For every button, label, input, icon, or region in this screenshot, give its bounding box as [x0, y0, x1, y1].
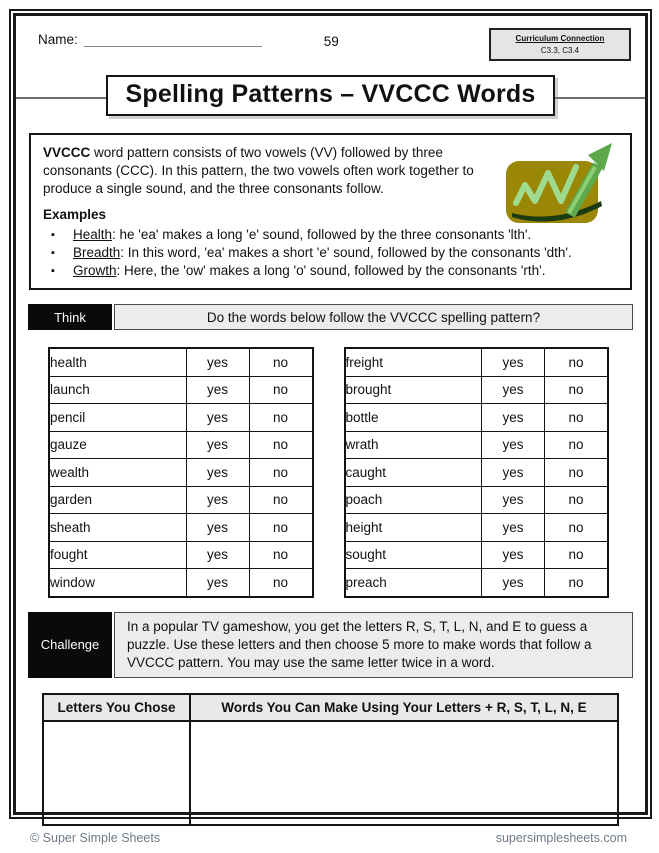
word-row — [49, 541, 313, 569]
intro-body-text: word pattern consists of two vowels (VV) followed by three consonants (CCC). In this pattern, the two vowels often work together to produce a single sound, and the three consonants follow. — [43, 145, 474, 197]
no-option[interactable]: no — [545, 486, 609, 514]
word-row — [345, 514, 609, 542]
word-row — [49, 514, 313, 542]
yes-option[interactable]: yes — [482, 569, 545, 597]
yes-option[interactable]: yes — [482, 348, 545, 376]
word-row — [49, 459, 313, 487]
no-option[interactable]: no — [545, 514, 609, 542]
no-option[interactable]: no — [545, 569, 609, 597]
word-cell: sheath — [49, 514, 186, 542]
example-word: Growth — [73, 263, 117, 279]
examples-list — [43, 226, 618, 280]
word-cell: wealth — [49, 459, 186, 487]
name-blank-line[interactable] — [84, 32, 262, 47]
word-row — [345, 404, 609, 432]
no-option[interactable]: no — [249, 376, 313, 404]
no-option[interactable]: no — [545, 541, 609, 569]
word-row — [345, 569, 609, 597]
yes-option[interactable]: yes — [186, 348, 249, 376]
think-question: Do the words below follow the VVCCC spelling pattern? — [114, 304, 633, 330]
footer-copyright: © Super Simple Sheets — [30, 831, 161, 845]
word-cell: health — [49, 348, 186, 376]
header — [28, 32, 633, 61]
yes-option[interactable]: yes — [186, 514, 249, 542]
word-cell: sought — [345, 541, 482, 569]
growth-chart-icon — [504, 141, 616, 229]
word-cell: pencil — [49, 404, 186, 432]
title-band — [28, 75, 633, 121]
example-word: Breadth — [73, 245, 121, 261]
example-text: : Here, the 'ow' makes a long 'o' sound, followed by the consonants 'rth'. — [116, 263, 546, 279]
no-option[interactable]: no — [249, 514, 313, 542]
curriculum-connection-box — [489, 28, 631, 61]
word-row — [49, 486, 313, 514]
word-row — [345, 348, 609, 376]
no-option[interactable]: no — [545, 376, 609, 404]
example-text: : In this word, 'ea' makes a short 'e' sound, followed by the consonants 'dth'. — [120, 245, 572, 261]
word-cell: caught — [345, 459, 482, 487]
intro-bold-term: VVCCC — [43, 145, 91, 161]
word-cell: preach — [345, 569, 482, 597]
word-cell: gauze — [49, 431, 186, 459]
letters-chosen-cell[interactable] — [43, 721, 190, 825]
example-text: : he 'ea' makes a long 'e' sound, followed by the three consonants 'lth'. — [112, 227, 532, 243]
word-cell: garden — [49, 486, 186, 514]
yes-option[interactable]: yes — [482, 376, 545, 404]
footer — [30, 831, 627, 845]
page-number: 59 — [323, 34, 339, 49]
name-field — [38, 32, 262, 47]
word-row — [49, 404, 313, 432]
no-option[interactable]: no — [545, 348, 609, 376]
words-made-header: Words You Can Make Using Your Letters + R, S, T, L, N, E — [190, 694, 618, 721]
word-row — [345, 376, 609, 404]
yes-option[interactable]: yes — [482, 486, 545, 514]
footer-website: supersimplesheets.com — [495, 831, 627, 845]
word-table-left — [48, 347, 314, 598]
yes-option[interactable]: yes — [186, 404, 249, 432]
example-word: Health — [73, 227, 113, 243]
no-option[interactable]: no — [545, 431, 609, 459]
no-option[interactable]: no — [249, 486, 313, 514]
yes-option[interactable]: yes — [186, 459, 249, 487]
think-label: Think — [28, 304, 112, 330]
yes-option[interactable]: yes — [482, 431, 545, 459]
example-item — [43, 226, 618, 244]
yes-option[interactable]: yes — [186, 541, 249, 569]
word-cell: wrath — [345, 431, 482, 459]
word-cell: height — [345, 514, 482, 542]
word-cell: freight — [345, 348, 482, 376]
no-option[interactable]: no — [249, 541, 313, 569]
yes-option[interactable]: yes — [186, 431, 249, 459]
letters-table — [42, 693, 619, 826]
word-row — [345, 486, 609, 514]
intro-box — [29, 133, 632, 290]
worksheet-page — [9, 9, 652, 819]
curriculum-connection-title: Curriculum Connection — [515, 34, 605, 43]
yes-option[interactable]: yes — [482, 541, 545, 569]
examples-label: Examples — [43, 207, 107, 223]
word-row — [345, 459, 609, 487]
word-row — [49, 348, 313, 376]
challenge-text: In a popular TV gameshow, you get the letters R, S, T, L, N, and E to guess a puzzle. Use these letters and then choose 5 more to make words that follow a VVCCC pattern. You may use the same letter twice in a word. — [114, 612, 633, 678]
word-row — [49, 376, 313, 404]
letters-chosen-header: Letters You Chose — [43, 694, 190, 721]
curriculum-connection-codes: C3.3, C3.4 — [540, 45, 580, 55]
word-cell: brought — [345, 376, 482, 404]
no-option[interactable]: no — [249, 569, 313, 597]
challenge-section — [28, 612, 633, 678]
yes-option[interactable]: yes — [482, 404, 545, 432]
no-option[interactable]: no — [545, 459, 609, 487]
example-item — [43, 262, 618, 280]
worksheet-inner-border — [13, 13, 648, 815]
word-cell: window — [49, 569, 186, 597]
word-cell: launch — [49, 376, 186, 404]
example-item — [43, 244, 618, 262]
word-table-right — [344, 347, 610, 598]
intro-paragraph — [43, 144, 498, 198]
word-tables — [48, 347, 609, 598]
word-cell: poach — [345, 486, 482, 514]
yes-option[interactable]: yes — [186, 486, 249, 514]
word-row — [345, 431, 609, 459]
no-option[interactable]: no — [249, 459, 313, 487]
yes-option[interactable]: yes — [186, 376, 249, 404]
no-option[interactable]: no — [249, 348, 313, 376]
word-row — [345, 541, 609, 569]
words-made-cell[interactable] — [190, 721, 618, 825]
challenge-label: Challenge — [28, 612, 112, 678]
name-label: Name: — [38, 32, 78, 47]
yes-option[interactable]: yes — [482, 514, 545, 542]
think-section — [28, 304, 633, 330]
page-title: Spelling Patterns – VVCCC Words — [106, 75, 556, 116]
word-row — [49, 431, 313, 459]
yes-option[interactable]: yes — [482, 459, 545, 487]
no-option[interactable]: no — [249, 404, 313, 432]
yes-option[interactable]: yes — [186, 569, 249, 597]
word-cell: bottle — [345, 404, 482, 432]
no-option[interactable]: no — [545, 404, 609, 432]
word-row — [49, 569, 313, 597]
word-cell: fought — [49, 541, 186, 569]
no-option[interactable]: no — [249, 431, 313, 459]
